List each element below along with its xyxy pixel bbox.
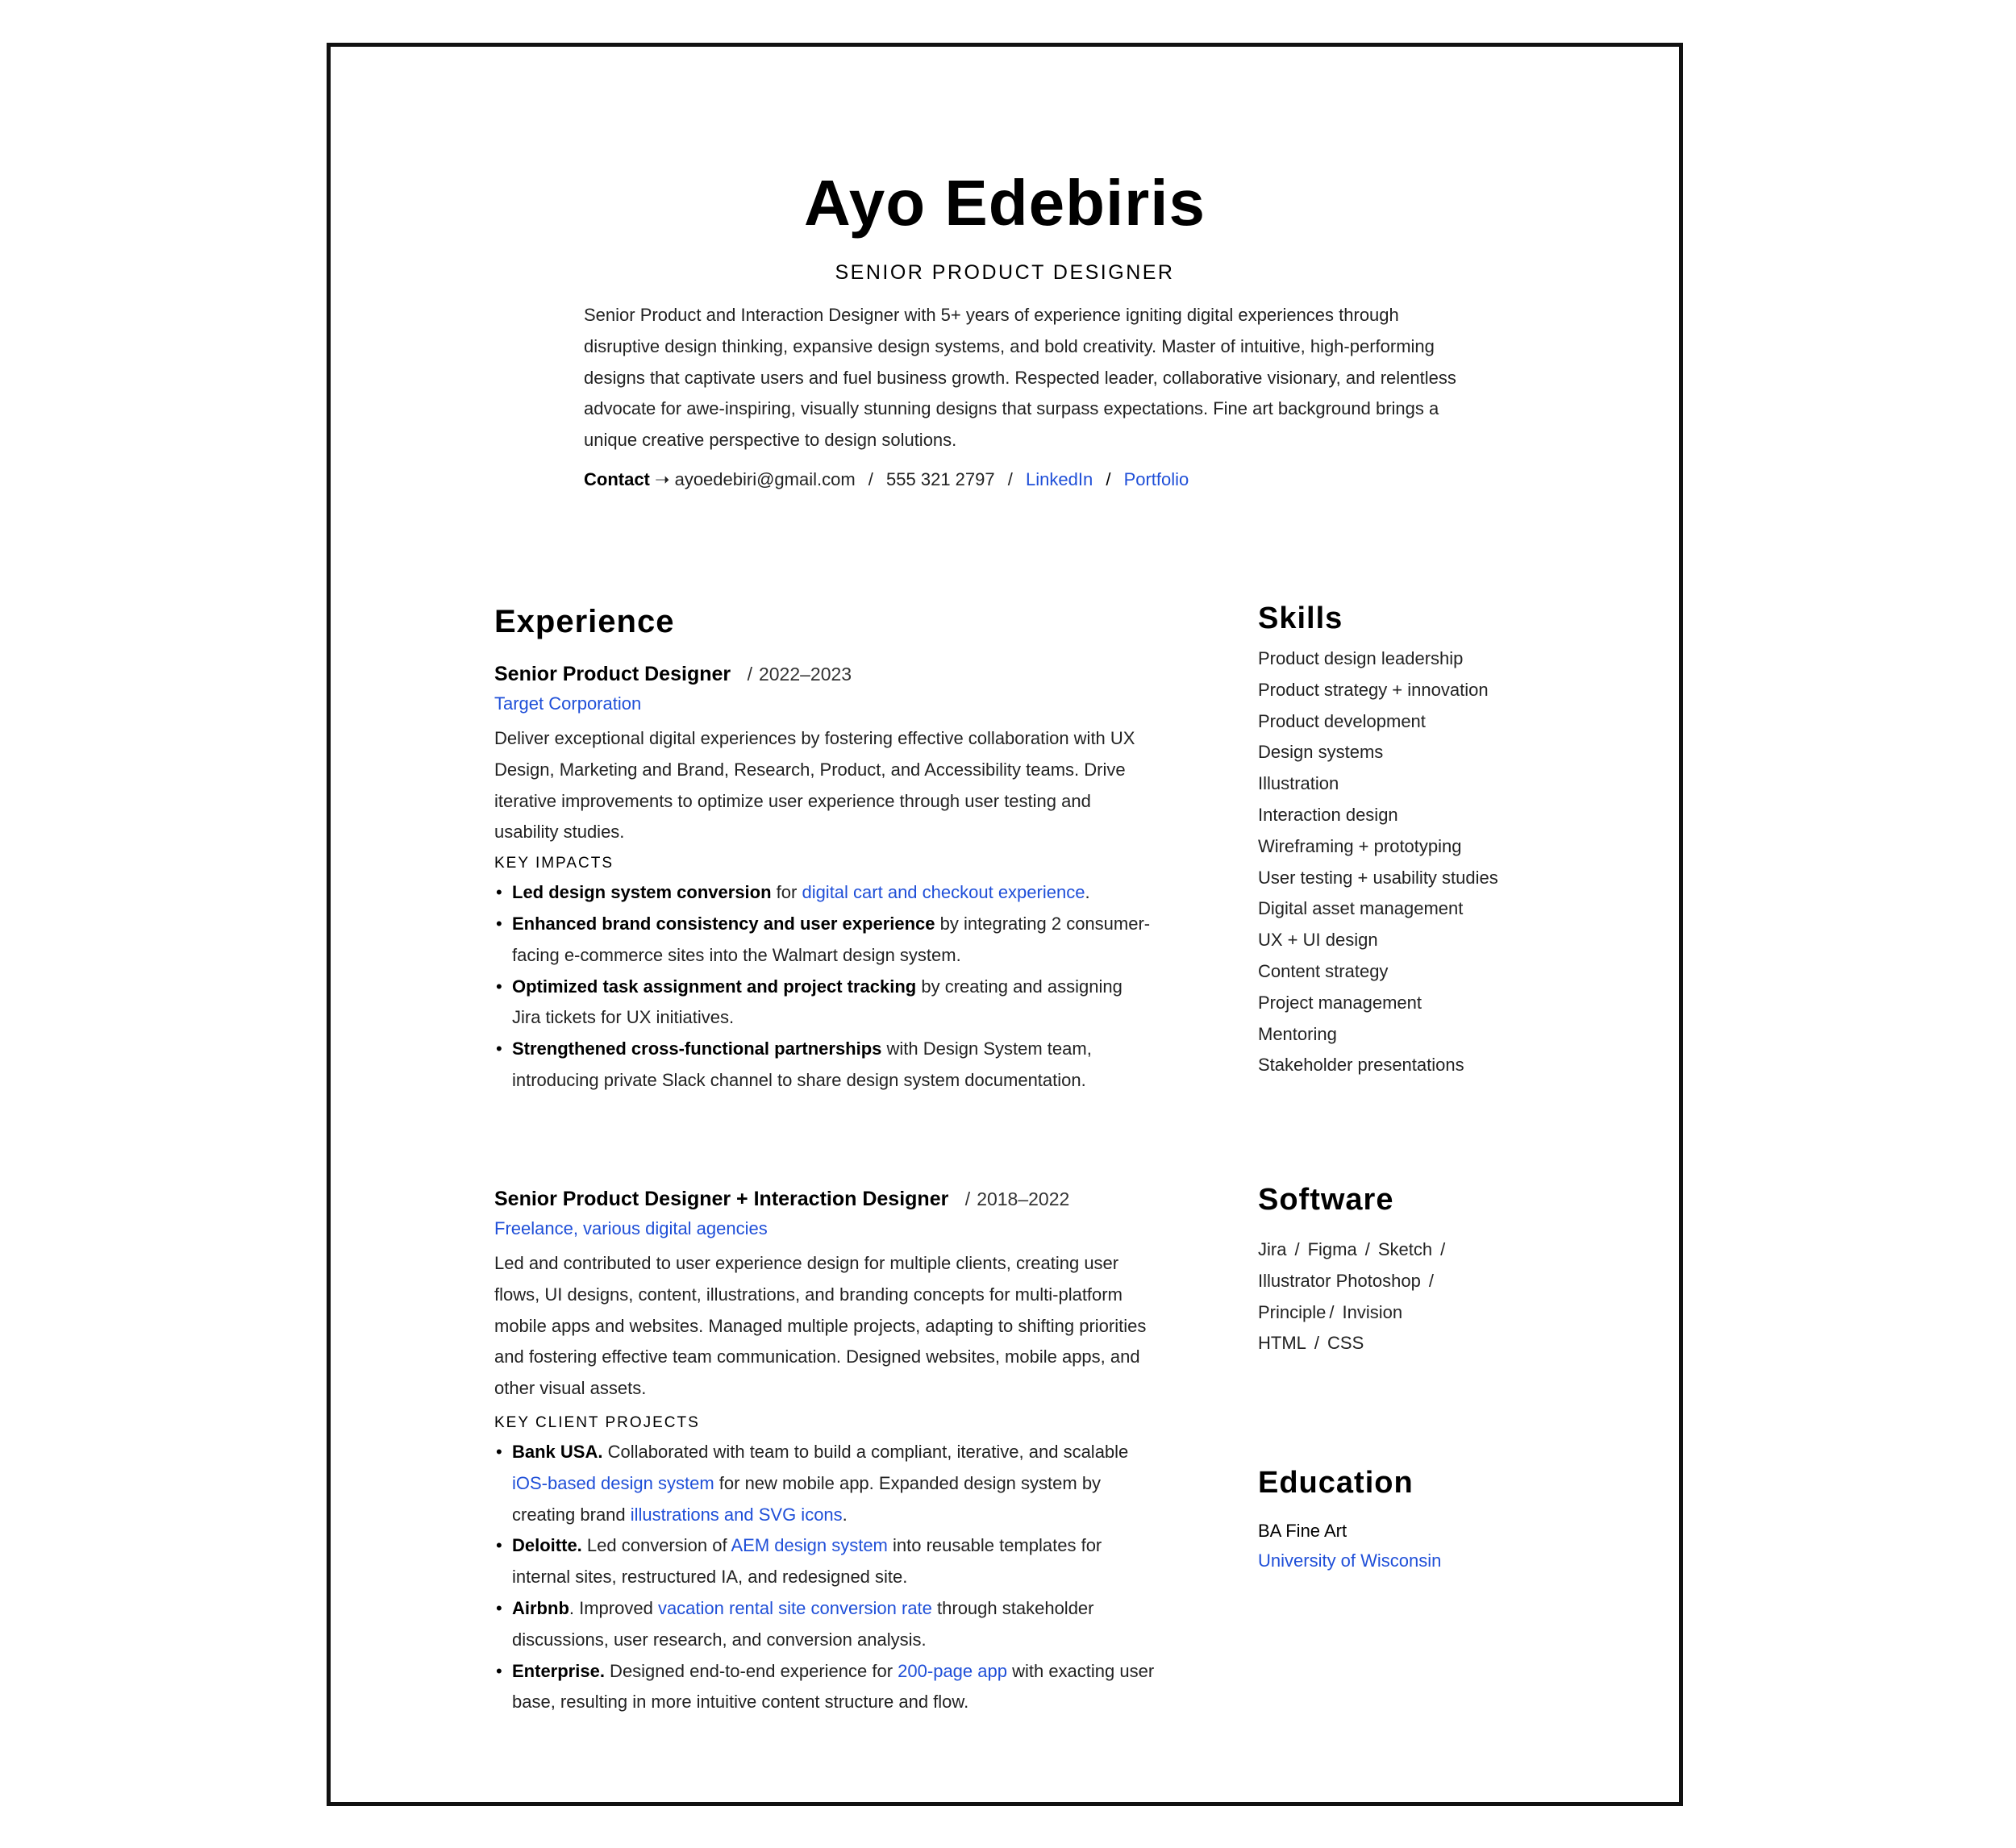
education-school-link[interactable]: University of Wisconsin	[1258, 1550, 1442, 1571]
software-item: Sketch	[1377, 1239, 1433, 1259]
project-link[interactable]: iOS-based design system	[512, 1472, 714, 1493]
job-entry	[494, 663, 1156, 1097]
skill-item: Stakeholder presentations	[1258, 1055, 1464, 1076]
skill-item: Product design leadership	[1258, 648, 1464, 668]
project-list	[494, 1437, 1156, 1718]
list-item: • Strengthened cross-functional partnerships with Design System team, introducing private Slack channel to share design system documentation.	[494, 1034, 1156, 1097]
job-dates: 2018–2022	[977, 1188, 1070, 1209]
software-heading: Software	[1258, 1183, 1394, 1217]
skill-item: Digital asset management	[1258, 898, 1464, 919]
software-item: Illustrator	[1258, 1270, 1331, 1291]
skill-item: Project management	[1258, 992, 1422, 1013]
contact-label: Contact	[584, 469, 650, 489]
skill-item: Content strategy	[1258, 960, 1389, 981]
key-client-projects-label: KEY CLIENT PROJECTS	[494, 1413, 700, 1431]
key-impacts-label: KEY IMPACTS	[494, 855, 614, 872]
skill-item: Product strategy + innovation	[1258, 679, 1489, 700]
contact-line	[584, 469, 1189, 490]
resume-page	[327, 43, 1683, 1806]
list-item: • Airbnb. Improved vacation rental site conversion rate through stakeholder discussions, user research, and conversion analysis.	[494, 1593, 1156, 1656]
contact-email[interactable]: ayoedebiri@gmail.com	[674, 469, 856, 489]
skill-item: Interaction design	[1258, 804, 1398, 825]
skill-item: User testing + usability studies	[1258, 867, 1498, 888]
skill-item: Mentoring	[1258, 1023, 1337, 1044]
project-link[interactable]: 200-page app	[898, 1660, 1007, 1681]
separator: /	[1106, 469, 1111, 489]
job-description: Led and contributed to user experience design for multiple clients, creating user flows, UI designs, content, illustrations, and branding concepts for multi-platform mobile apps and websites. Managed multiple projects, adapting to shifting priorities and fostering effective team communication. Designed websites, mobile apps, and other visual assets.	[494, 1253, 1147, 1399]
skill-item: Wireframing + prototyping	[1258, 835, 1462, 856]
company-link[interactable]: Target Corporation	[494, 693, 642, 714]
project-link[interactable]: illustrations and SVG icons	[630, 1504, 843, 1525]
software-section	[1258, 1184, 1613, 1359]
software-item: Figma	[1307, 1239, 1357, 1259]
experience-heading: Experience	[494, 604, 675, 639]
project-link[interactable]: vacation rental site conversion rate	[657, 1597, 932, 1618]
project-link[interactable]: AEM design system	[731, 1535, 888, 1556]
list-item: • Deloitte. Led conversion of AEM design system into reusable templates for internal sites, restructured IA, and redesigned site.	[494, 1530, 1156, 1593]
portfolio-link[interactable]: Portfolio	[1123, 469, 1189, 489]
separator: /	[964, 1188, 971, 1209]
impact-list	[494, 877, 1156, 1097]
list-item: • Enhanced brand consistency and user experience by integrating 2 consumer-facing e-commerce sites into the Walmart design system.	[494, 909, 1156, 972]
job-title: Senior Product Designer + Interaction Designer	[494, 1188, 949, 1210]
arrow-icon: ➝	[655, 469, 670, 489]
software-item: HTML	[1258, 1333, 1306, 1354]
education-degree: BA Fine Art	[1258, 1521, 1347, 1541]
skills-section	[1258, 603, 1613, 1081]
impact-link[interactable]: digital cart and checkout experience	[802, 882, 1085, 903]
software-item: Photoshop	[1335, 1270, 1421, 1291]
separator: /	[747, 664, 752, 685]
education-heading: Education	[1258, 1466, 1414, 1500]
skill-item: Product development	[1258, 710, 1426, 731]
education-section	[1258, 1467, 1613, 1571]
summary: Senior Product and Interaction Designer with 5+ years of experience igniting digital experiences through disruptive design thinking, expansive design systems, and bold creativity. Master of intuitive, high-performing designs that captivate users and fuel business growth. Respected leader, collaborative visionary, and relentless advocate for awe-inspiring, visually stunning designs that surpass expectations. Fine art background brings a unique creative perspective to design solutions.	[584, 305, 1456, 451]
skill-item: Design systems	[1258, 742, 1384, 763]
software-list: Jira / Figma / Sketch / Illustrator Photoshop / Principle / Invision HTML / CSS	[1258, 1239, 1446, 1354]
separator: /	[868, 469, 873, 489]
skills-list	[1258, 643, 1613, 1081]
candidate-name: Ayo Edebiris	[803, 167, 1206, 239]
candidate-role: SENIOR PRODUCT DESIGNER	[835, 261, 1175, 284]
separator: /	[1007, 469, 1013, 489]
job-title: Senior Product Designer	[494, 663, 731, 685]
job-description: Deliver exceptional digital experiences by fostering effective collaboration with UX Design, Marketing and Brand, Research, Product, and Accessibility teams. Drive iterative improvements to optimize user experience through user testing and usability studies.	[494, 728, 1135, 843]
job-entry	[494, 1188, 1156, 1718]
skills-heading: Skills	[1258, 601, 1343, 635]
linkedin-link[interactable]: LinkedIn	[1026, 469, 1093, 489]
contact-phone: 555 321 2797	[886, 469, 995, 489]
experience-section	[494, 606, 1156, 638]
software-item: Invision	[1342, 1301, 1403, 1322]
software-item: Jira	[1258, 1239, 1287, 1259]
company-link[interactable]: Freelance, various digital agencies	[494, 1218, 768, 1238]
software-item: CSS	[1327, 1333, 1364, 1354]
list-item: • Led design system conversion for digital cart and checkout experience.	[494, 877, 1156, 909]
skill-item: UX + UI design	[1258, 930, 1378, 951]
list-item: • Optimized task assignment and project tracking by creating and assigning Jira tickets for UX initiatives.	[494, 972, 1156, 1034]
software-item: Principle	[1258, 1301, 1327, 1322]
list-item: • Bank USA. Collaborated with team to build a compliant, iterative, and scalable iOS-based design system for new mobile app. Expanded design system by creating brand illustrations and SVG icons.	[494, 1437, 1156, 1530]
job-dates: 2022–2023	[758, 664, 852, 685]
list-item: • Enterprise. Designed end-to-end experience for 200-page app with exacting user base, resulting in more intuitive content structure and flow.	[494, 1656, 1156, 1719]
skill-item: Illustration	[1258, 773, 1339, 794]
